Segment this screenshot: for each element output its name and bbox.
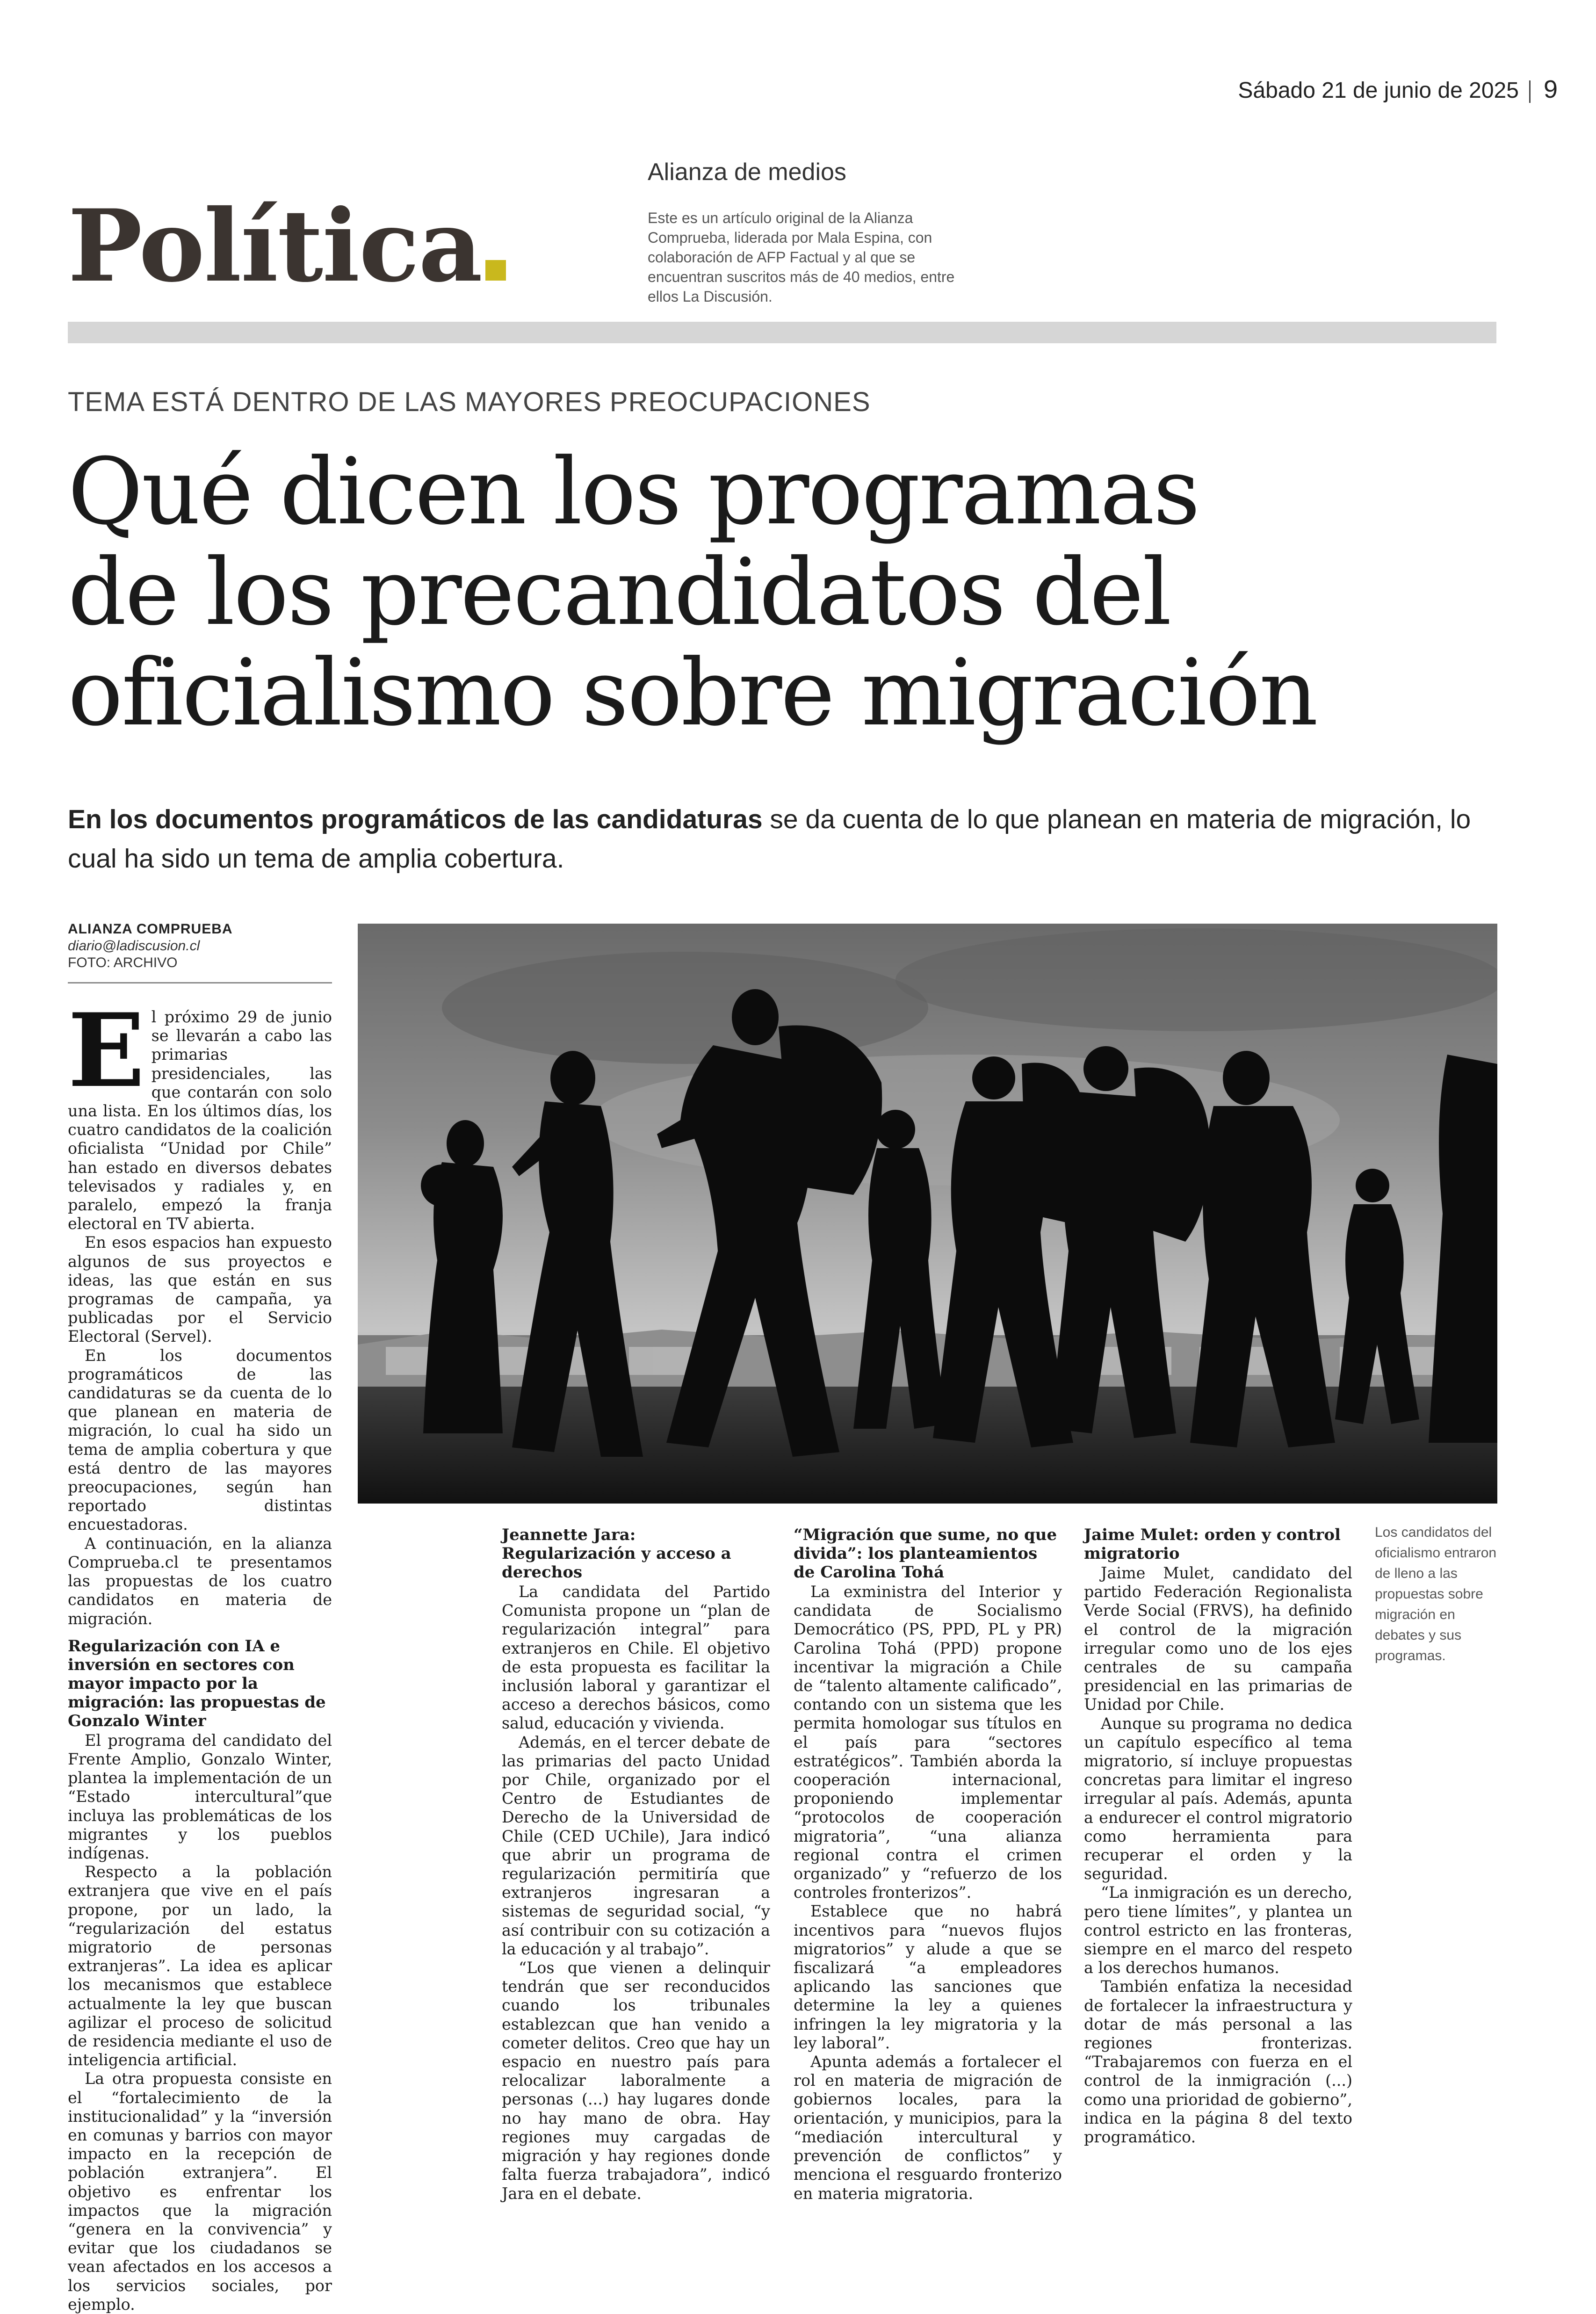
byline xyxy=(68,921,332,971)
body-column-2 xyxy=(502,1526,770,2203)
headline-line-1: Qué dicen los programas xyxy=(68,439,1199,545)
headline-line-3: oficialismo sobre migración xyxy=(68,640,1317,746)
section-divider-bar xyxy=(68,322,1496,343)
body-paragraph: En los documentos programáticos de las candidaturas se da cuenta de lo que planean en materia de migración, lo cual ha sido un tema de amplia cobertura y que está dentro de las mayores preocupaciones, según han reportado distintas encuestadoras. xyxy=(68,1346,332,1534)
article-photo xyxy=(358,924,1497,1504)
page-header xyxy=(0,0,1596,140)
subhead-mulet: Jaime Mulet: orden y control migratorio xyxy=(1084,1526,1341,1563)
body-paragraph: “Los que vienen a delinquir tendrán que ser reconducidos cuando los tribunales establezcan que han venido a cometer delitos. Creo que hay un espacio en nuestro país para relocalizar laboralmente a personas (...) hay lugares donde no hay mano de obra. Hay regiones muy cargadas de migración y hay regiones donde falta fuerza trabajadora”, indicó Jara en el debate. xyxy=(502,1959,770,2203)
article-kicker: TEMA ESTÁ DENTRO DE LAS MAYORES PREOCUPACIONES xyxy=(68,387,871,417)
body-paragraph: El programa del candidato del Frente Amplio, Gonzalo Winter, plantea la implementación de un “Estado intercultural”que incluya las problemáticas de los migrantes y los pueblos indígenas. xyxy=(68,1731,332,1862)
intro-paragraph xyxy=(68,991,332,1233)
lead-bold: En los documentos programáticos de las candidaturas xyxy=(68,804,763,834)
page-number: 9 xyxy=(1543,75,1558,103)
body-column-3 xyxy=(794,1526,1062,2203)
byline-author: ALIANZA COMPRUEBA xyxy=(68,921,233,937)
alliance-label: Alianza de medios xyxy=(648,159,846,186)
issue-date-line xyxy=(1238,75,1558,104)
header-divider xyxy=(1529,80,1531,103)
drop-cap: E xyxy=(68,991,145,1110)
photo-credit: FOTO: ARCHIVO xyxy=(68,955,178,970)
body-column-1 xyxy=(68,991,332,2314)
body-paragraph: Apunta además a fortalecer el rol en materia de migración de gobiernos locales, para la orientación, y municipios, para la “mediación intercultural y prevención de conflictos” y menciona el resguardo fronterizo en materia migratoria. xyxy=(794,2053,1062,2203)
body-paragraph: “La inmigración es un derecho, pero tiene límites”, y plantea un control estricto en las fronteras, siempre en el marco del respeto a los derechos humanos. xyxy=(1084,1883,1352,1977)
byline-email: diario@ladiscusion.cl xyxy=(68,938,200,954)
body-paragraph: Además, en el tercer debate de las primarias del pacto Unidad por Chile, organizado por el Centro de Estudiantes de Derecho de la Universidad de Chile (CED UChile), Jara indicó que abrir un programa de regularización permitiría que extranjeros ingresaran a sistemas de seguridad social, “y así contribuir con su cotización a la educación y al trabajo”. xyxy=(502,1733,770,1958)
intro-paragraph-text: l próximo 29 de junio se llevarán a cabo las primarias presidenciales, las que contarán con solo una lista. En los últimos días, los cuatro candidatos de la coalición oficialista “Unidad por Chile” han estado en diversos debates televisados y radiales y, en paralelo, empezó la franja electoral en TV abierta. xyxy=(68,1008,332,1233)
article-lead xyxy=(68,800,1499,878)
body-column-4 xyxy=(1084,1526,1352,2147)
body-paragraph: Respecto a la población extranjera que vive en el país propone, por un lado, la “regularización del estatus migratorio de personas extranjeras”. La idea es aplicar los mecanismos que establece actualmente la ley que buscan agilizar el proceso de solicitud de residencia mediante el uso de inteligencia artificial. xyxy=(68,1863,332,2069)
body-paragraph: Establece que no habrá incentivos para “nuevos flujos migratorios” y alude a que se fiscalizará “a empleadores aplicando las sanciones que determine la ley a quienes infringen la ley migratoria y la ley laboral”. xyxy=(794,1902,1062,2052)
subhead-toha: “Migración que sume, no que divida”: los planteamientos de Carolina Tohá xyxy=(794,1526,1057,1582)
body-paragraph: La candidata del Partido Comunista propone un “plan de regularización integral” para extranjeros en Chile. El objetivo de esta propuesta es facilitar la inclusión laboral y garantizar el acceso a derechos básicos, como salud, educación y vivienda. xyxy=(502,1583,770,1733)
body-paragraph: También enfatiza la necesidad de fortalecer la infraestructura y dotar de más personal a las regiones fronterizas. “Trabajaremos con fuerza en el control de la inmigración (...) como una prioridad de gobierno”, indica en la página 8 del texto programático. xyxy=(1084,1977,1352,2147)
section-title xyxy=(68,188,506,304)
section-accent-square xyxy=(485,260,506,281)
byline-rule xyxy=(68,982,332,983)
body-paragraph: Jaime Mulet, candidato del partido Federación Regionalista Verde Social (FRVS), ha definido el control de la migración irregular como uno de los ejes centrales de su campaña presidencial en las primarias de Unidad por Chile. xyxy=(1084,1564,1352,1714)
body-paragraph: La exministra del Interior y candidata de Socialismo Democrático (PS, PPD, PL y PR) Carolina Tohá (PPD) propone incentivar la migración a Chile de “talento altamente calificado”, contando con un sistema que les permita homologar sus títulos en el país para “sectores estratégicos”. También aborda la cooperación internacional, proponiendo implementar “protocolos de cooperación migratoria”, “una alianza regional contra el crimen organizado” y “refuerzo de los controles fronterizos”. xyxy=(794,1583,1062,1902)
body-paragraph: En esos espacios han expuesto algunos de sus proyectos e ideas, las que están en sus programas de campaña, ya publicadas por el Servicio Electoral (Servel). xyxy=(68,1233,332,1346)
body-paragraph: La otra propuesta consiste en el “fortalecimiento de la institucionalidad” y la “inversión en comunas y barrios con mayor impacto en la recepción de población extranjera”. El objetivo es enfrentar los impactos que la migración “genera en la convivencia” y evitar que los ciudadanos se vean afectados en los accesos a los servicios sociales, por ejemplo. xyxy=(68,2069,332,2314)
body-paragraph: Aunque su programa no dedica un capítulo específico al tema migratorio, sí incluye propuestas concretas para limitar el ingreso irregular al país. Además, apunta a endurecer el control migratorio como herramienta para recuperar el orden y la seguridad. xyxy=(1084,1714,1352,1883)
migrants-silhouette-photo xyxy=(358,924,1497,1504)
photo-caption: Los candidatos del oficialismo entraron de lleno a las propuestas sobre migración en debates y sus programas. xyxy=(1375,1525,1497,1663)
subhead-jara: Jeannette Jara: Regularización y acceso a derechos xyxy=(502,1526,731,1582)
lead-rest: se da cuenta de lo que planean en materia de migración, lo cual ha sido un tema de amplia cobertura. xyxy=(68,804,1471,874)
headline-line-2: de los precandidatos del xyxy=(68,539,1170,646)
article-headline xyxy=(68,439,1517,746)
alliance-note: Este es un artículo original de la Alianza Comprueba, liderada por Mala Espina, con colaboración de AFP Factual y al que se encuentran suscritos más de 40 medios, entre ellos La Discusión. xyxy=(648,210,955,305)
section-title-text: Política xyxy=(68,188,482,304)
subhead-winter: Regularización con IA e inversión en sectores con mayor impacto por la migración: las propuestas de Gonzalo Winter xyxy=(68,1636,326,1730)
body-paragraph: A continuación, en la alianza Comprueba.cl te presentamos las propuestas de los cuatro candidatos en materia de migración. xyxy=(68,1534,332,1628)
issue-date: Sábado 21 de junio de 2025 xyxy=(1238,78,1519,103)
